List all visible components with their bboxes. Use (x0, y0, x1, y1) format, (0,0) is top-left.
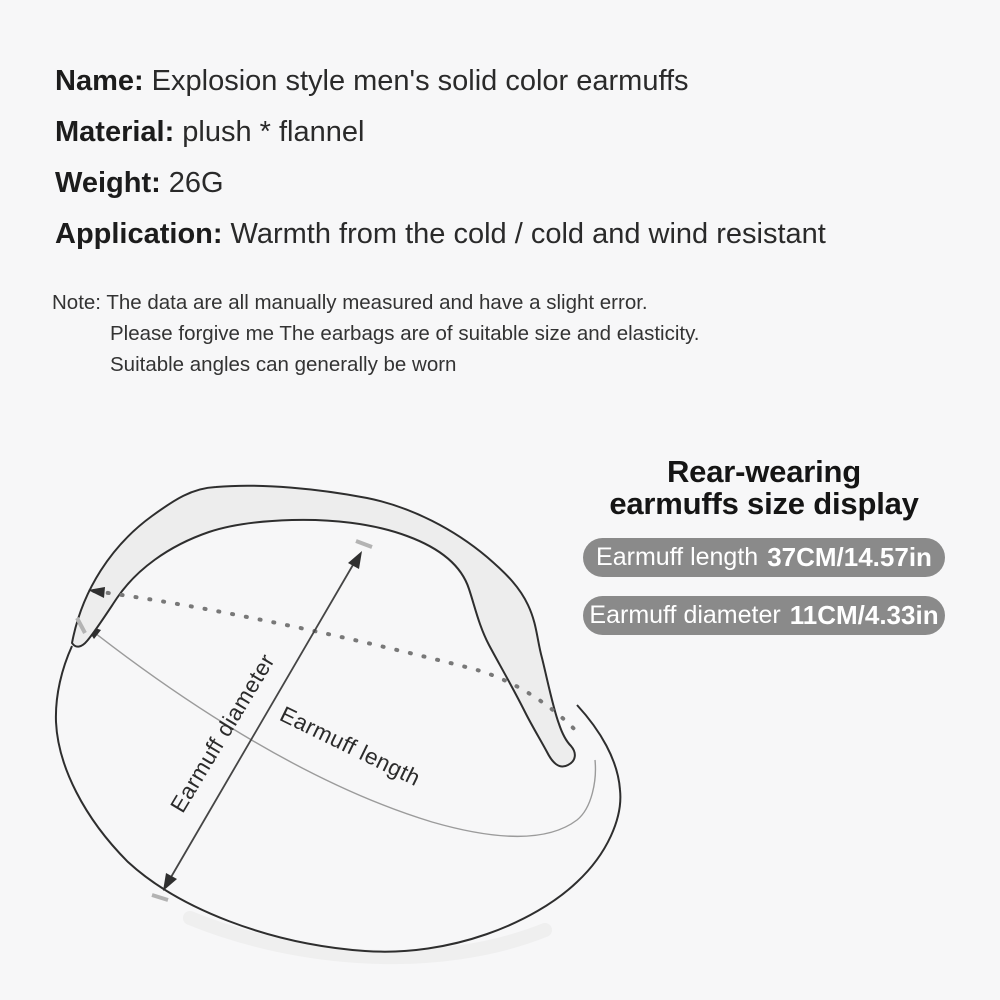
note-line-3: Suitable angles can generally be worn (110, 353, 457, 376)
spec-label: Application: (55, 218, 223, 250)
spec-label: Name: (55, 65, 144, 97)
badge-value: 37CM/14.57in (767, 542, 932, 572)
measurement-note (52, 287, 700, 380)
spec-row-application (55, 209, 826, 260)
diameter-arrowhead-top (348, 551, 362, 569)
badge-value: 11CM/4.33in (789, 600, 939, 630)
note-line-1 (52, 287, 700, 318)
spec-value: Explosion style men's solid color earmuffs (151, 65, 689, 97)
badge-earmuff-length (583, 538, 945, 577)
size-title-line-1: Rear-wearing (667, 454, 861, 489)
product-specs (55, 56, 826, 260)
diameter-arrowhead-bottom (163, 873, 177, 891)
badge-label: Earmuff length (596, 543, 759, 571)
spec-value: Warmth from the cold / cold and wind resistant (230, 218, 826, 250)
size-display-title (565, 456, 963, 520)
diameter-label: Earmuff diameter (165, 649, 280, 817)
note-label: Note: (52, 291, 101, 314)
badge-earmuff-diameter (583, 596, 945, 635)
size-title-line-2: earmuffs size display (609, 486, 919, 521)
spec-value: 26G (168, 167, 224, 199)
spec-row-material (55, 107, 826, 158)
spec-value: plush * flannel (182, 116, 365, 148)
spec-label: Weight: (55, 167, 161, 199)
spec-row-name (55, 56, 826, 107)
spec-label: Material: (55, 116, 175, 148)
badge-label: Earmuff diameter (589, 601, 781, 629)
spec-row-weight (55, 158, 826, 209)
note-line-2: Please forgive me The earbags are of suitable size and elasticity. (110, 322, 700, 345)
tick-top (356, 541, 372, 547)
length-label: Earmuff length (276, 701, 425, 792)
tick-bottom (152, 895, 168, 900)
note-text: The data are all manually measured and have a slight error. (106, 291, 648, 314)
